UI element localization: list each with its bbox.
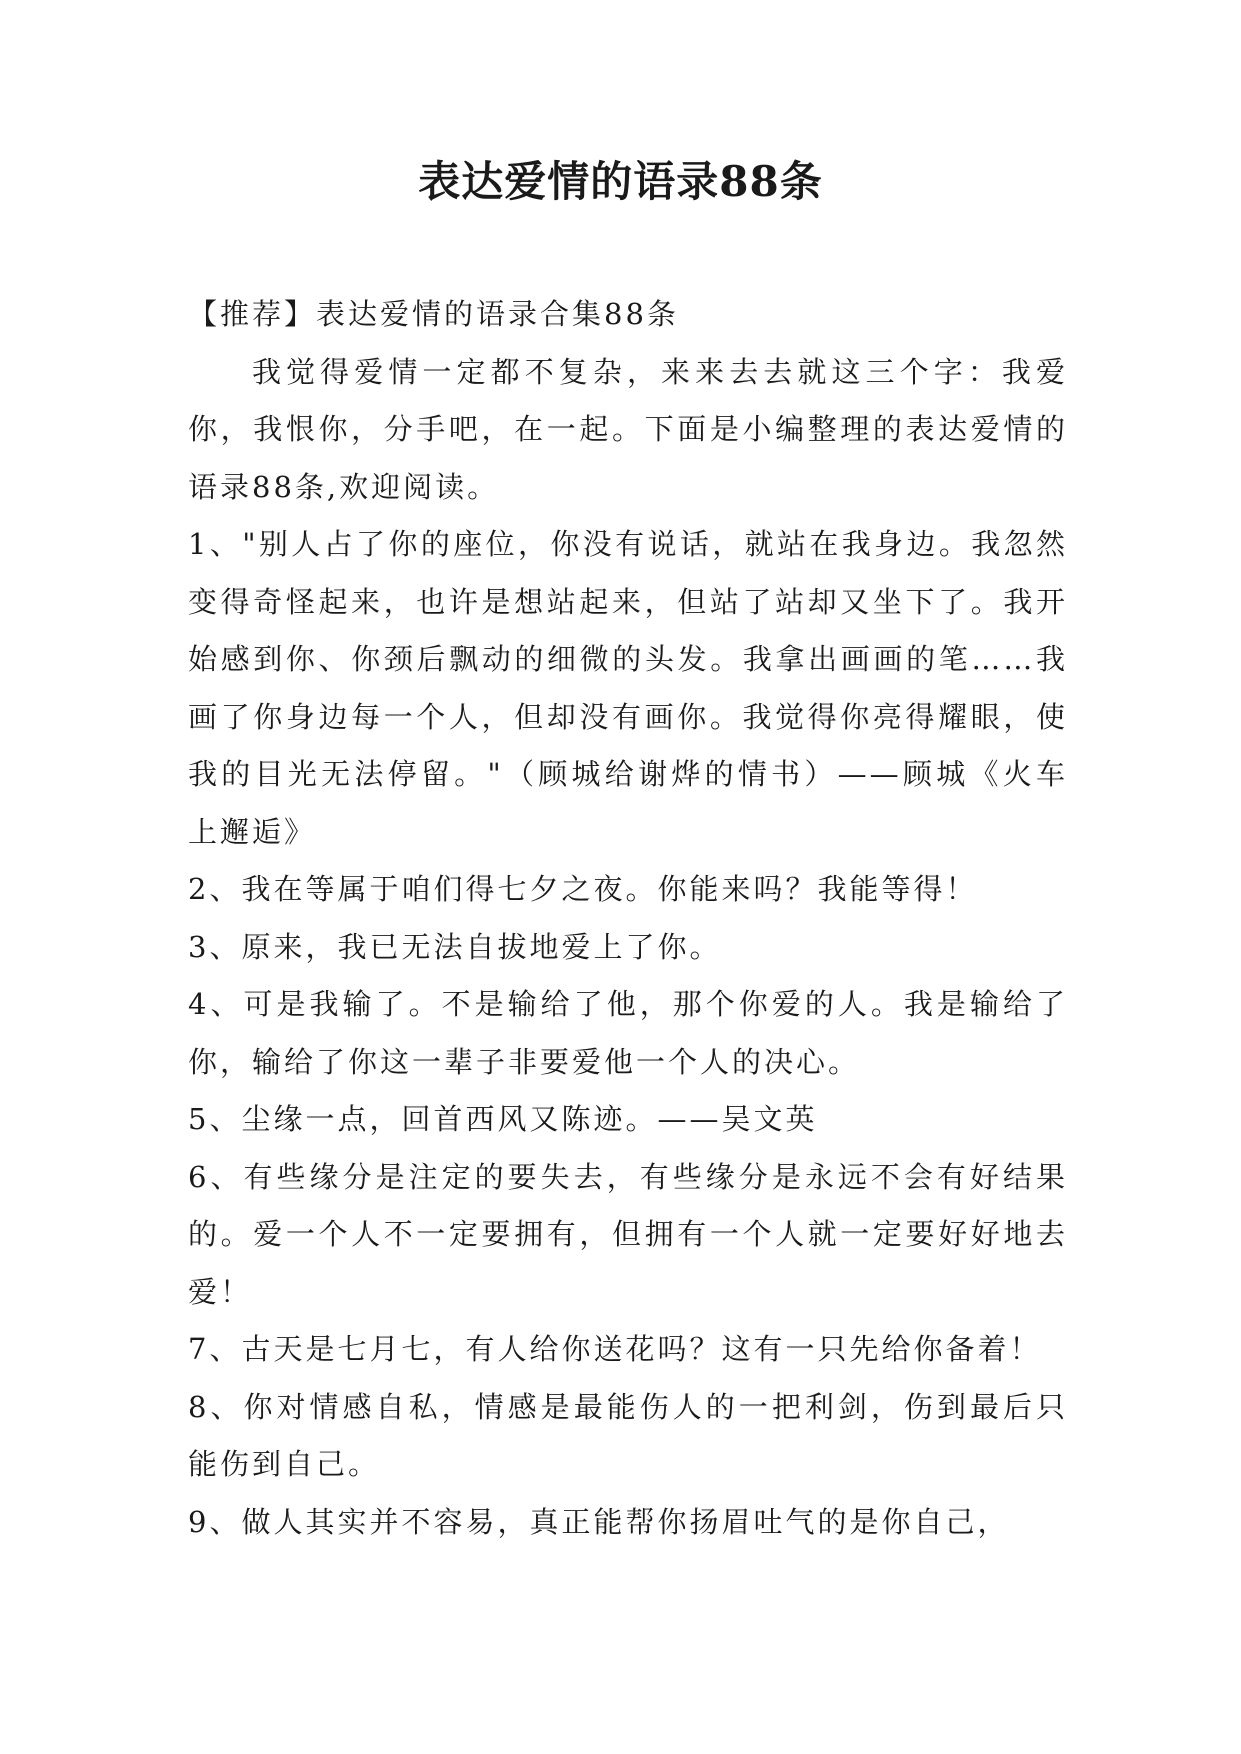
intro-paragraph: 我觉得爱情一定都不复杂，来来去去就这三个字：我爱你，我恨你，分手吧，在一起。下面是小编整理的表达爱情的语录88条,欢迎阅读。 — [188, 354, 1068, 504]
list-item: 2、我在等属于咱们得七夕之夜。你能来吗？我能等得！ — [188, 872, 978, 906]
subtitle: 【推荐】表达爱情的语录合集88条 — [188, 297, 679, 331]
list-item: 6、有些缘分是注定的要失去，有些缘分是永远不会有好结果的。爱一个人不一定要拥有，但拥有一个人就一定要好好地去爱！ — [188, 1159, 1068, 1309]
list-item: 1、"别人占了你的座位，你没有说话，就站在我身边。我忽然变得奇怪起来，也许是想站起来，但站了站却又坐下了。我开始感到你、你颈后飘动的细微的头发。我拿出画画的笔……我画了你身边每一个人，但却没有画你。我觉得你亮得耀眼，使我的目光无法停留。"（顾城给谢烨的情书）——顾城《火车上邂逅》 — [188, 527, 1068, 849]
document-body — [188, 286, 1068, 1551]
list-item: 7、古天是七月七，有人给你送花吗？这有一只先给你备着！ — [188, 1332, 1042, 1366]
list-item: 4、可是我输了。不是输给了他，那个你爱的人。我是输给了你，输给了你这一辈子非要爱他一个人的决心。 — [188, 987, 1068, 1079]
list-item: 3、原来，我已无法自拔地爱上了你。 — [188, 929, 722, 964]
list-item: 8、你对情感自私，情感是最能伤人的一把利剑，伤到最后只能伤到自己。 — [188, 1389, 1068, 1481]
page-title: 表达爱情的语录88条 — [418, 157, 823, 206]
list-item: 9、做人其实并不容易，真正能帮你扬眉吐气的是你自己， — [188, 1504, 1010, 1539]
list-item: 5、尘缘一点，回首西风又陈迹。——吴文英 — [188, 1102, 818, 1136]
